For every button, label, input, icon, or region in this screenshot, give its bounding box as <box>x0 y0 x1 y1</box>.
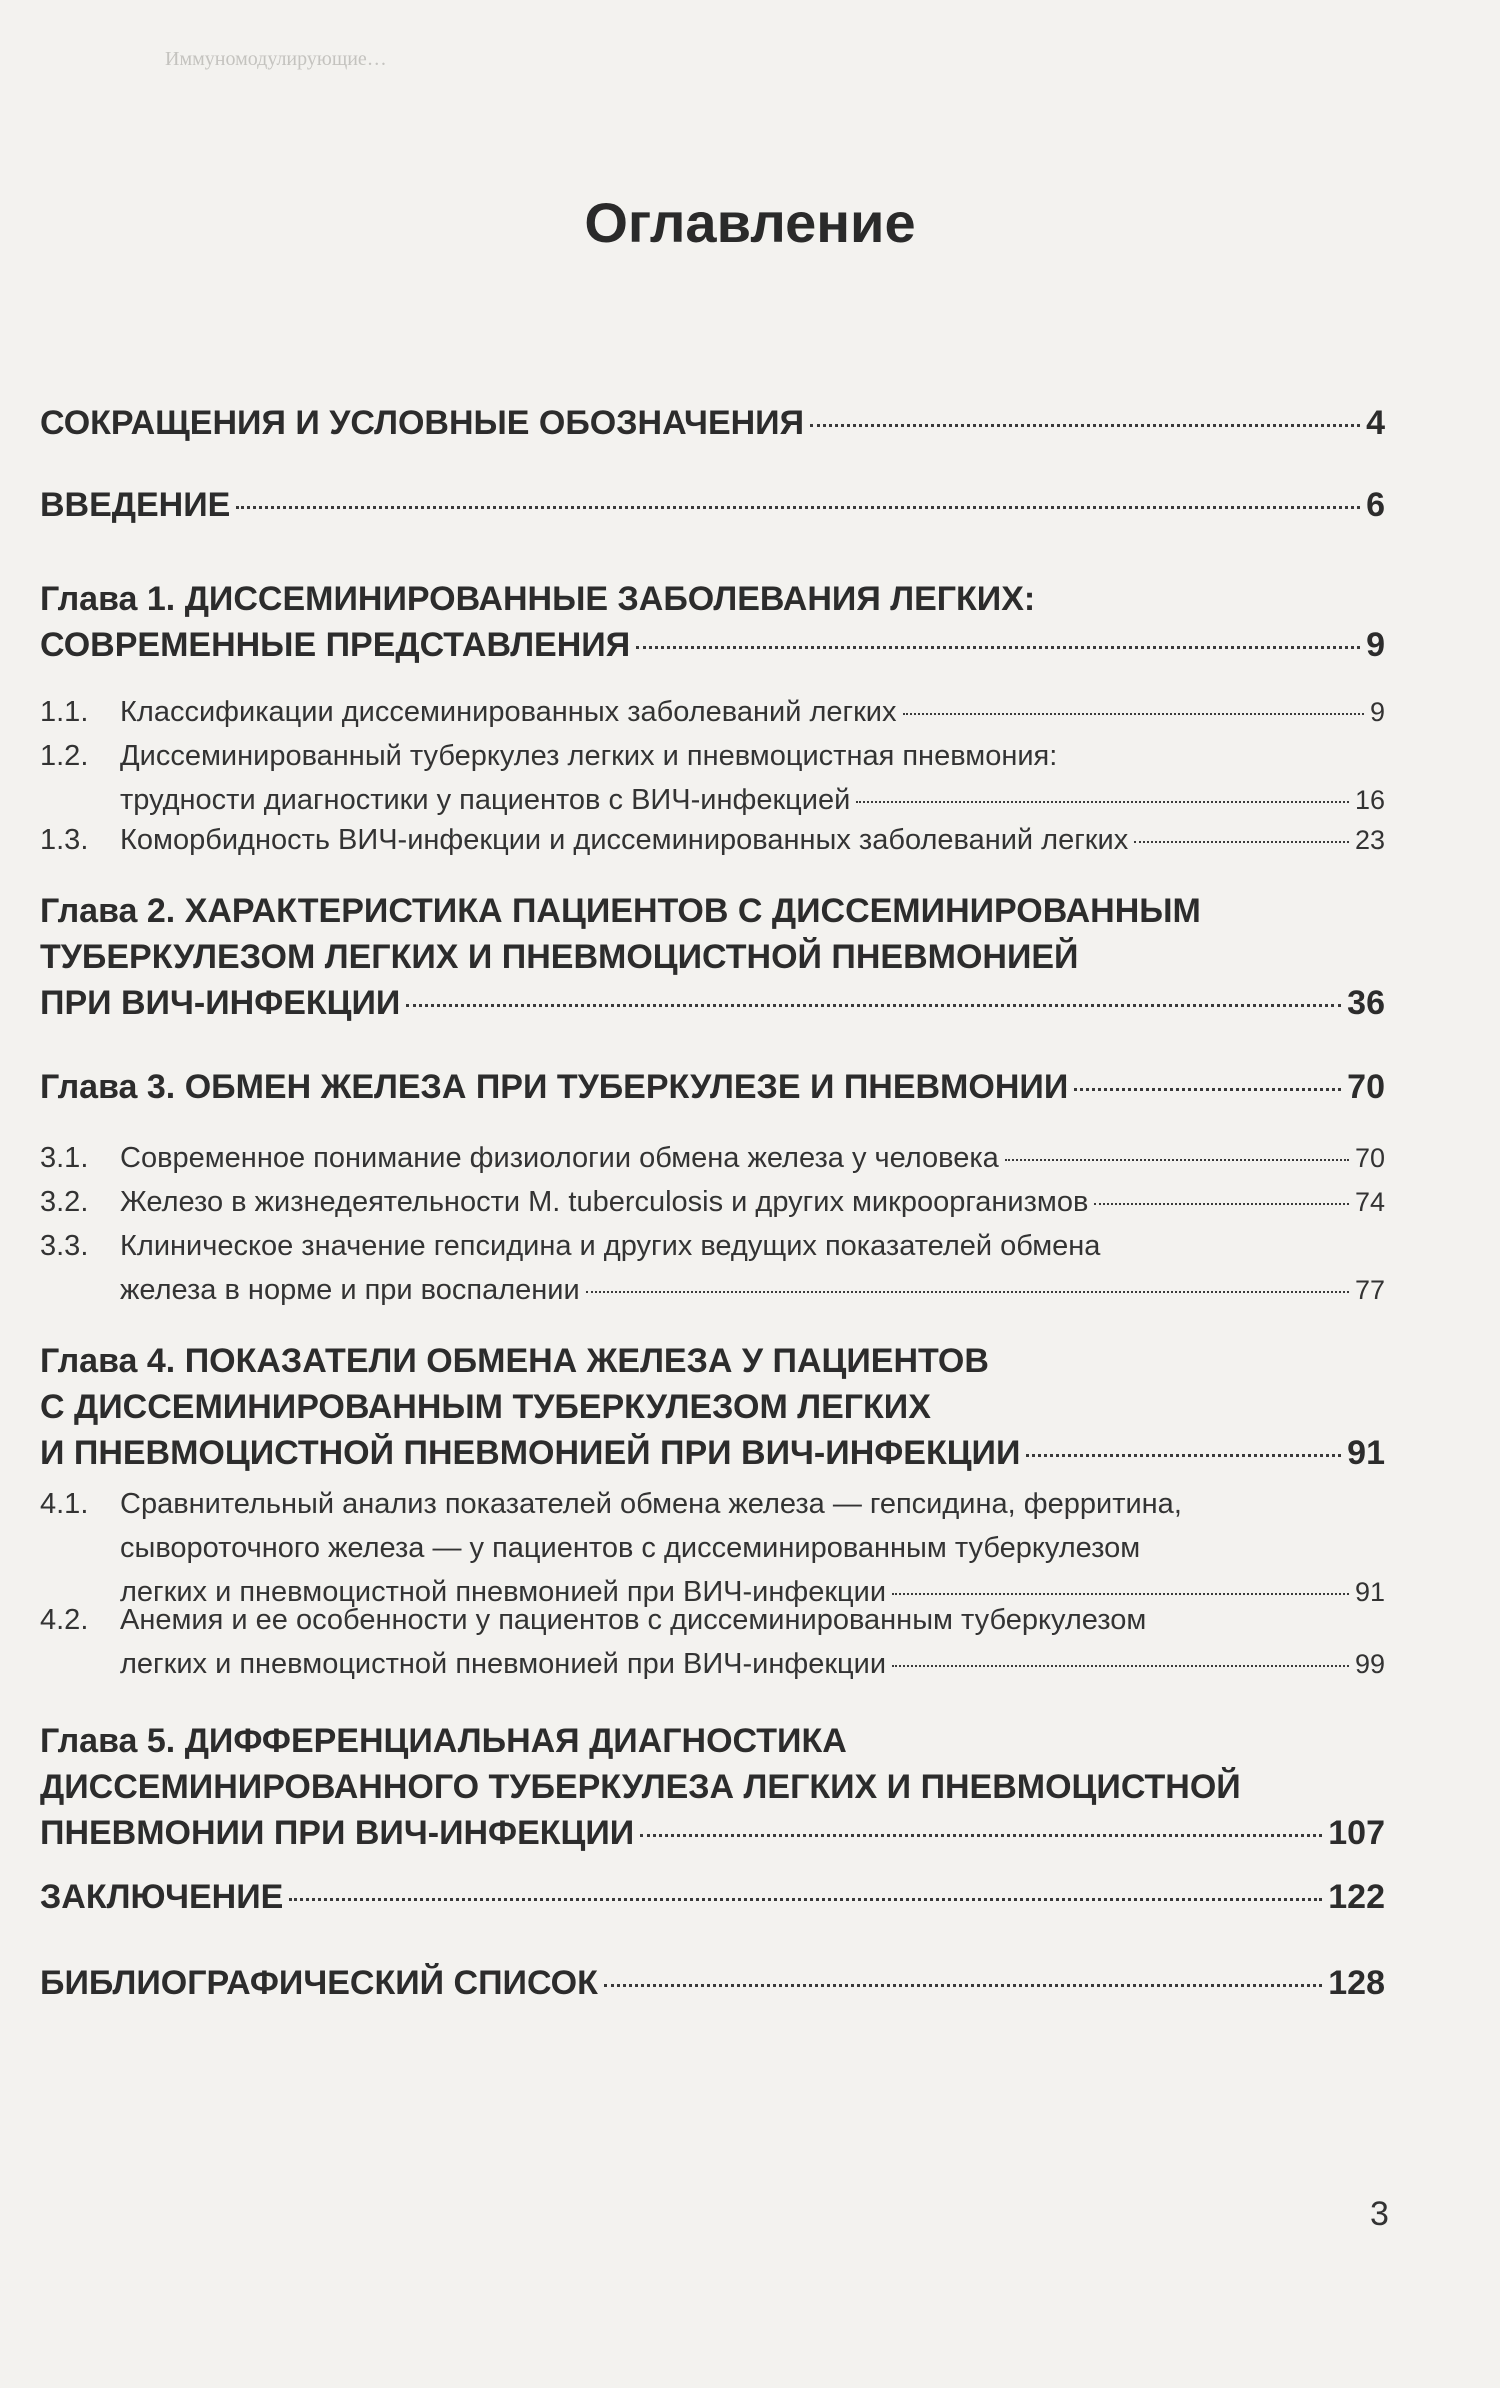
dot-leader <box>1074 1088 1341 1091</box>
toc-entry-title: ПРИ ВИЧ-ИНФЕКЦИИ <box>40 984 401 1022</box>
toc-page-number: 16 <box>1354 785 1385 815</box>
toc-entry-line: Диссеминированный туберкулез легких и пневмоцистная пневмония: <box>120 740 1058 772</box>
toc-page-number: 77 <box>1354 1275 1385 1305</box>
toc-entry-title: железа в норме и при воспалении <box>120 1274 580 1306</box>
toc-entry-line: Глава 5. ДИФФЕРЕНЦИАЛЬНАЯ ДИАГНОСТИКА <box>40 1722 847 1760</box>
toc-entry-title: Классификации диссеминированных заболеваний легких <box>120 696 897 728</box>
toc-entry-title: легких и пневмоцистной пневмонией при ВИЧ-инфекции <box>120 1648 887 1680</box>
dot-leader <box>903 713 1364 715</box>
toc-entry-line: сывороточного железа — у пациентов с диссеминированным туберкулезом <box>120 1532 1141 1564</box>
toc-section-number: 3.1. <box>40 1142 89 1174</box>
toc-page-number: 4 <box>1366 404 1385 442</box>
toc-section-number: 4.1. <box>40 1488 89 1520</box>
toc-chapter-entry[interactable] <box>40 482 1385 528</box>
toc-entry-line: Глава 1. ДИССЕМИНИРОВАННЫЕ ЗАБОЛЕВАНИЯ ЛЕГКИХ: <box>40 580 1036 618</box>
toc-page-number: 70 <box>1347 1068 1385 1106</box>
dot-leader <box>810 424 1360 427</box>
toc-chapter-entry[interactable] <box>40 888 1385 1026</box>
toc-entry-title: И ПНЕВМОЦИСТНОЙ ПНЕВМОНИЕЙ ПРИ ВИЧ-ИНФЕКЦИИ <box>40 1434 1021 1472</box>
toc-entry-title: легких и пневмоцистной пневмонией при ВИЧ-инфекции <box>120 1576 887 1608</box>
toc-section-entry[interactable] <box>40 1180 1385 1224</box>
toc-section-number: 4.2. <box>40 1604 89 1636</box>
toc-entry-title: СОВРЕМЕННЫЕ ПРЕДСТАВЛЕНИЯ <box>40 626 631 664</box>
toc-entry-line: Клиническое значение гепсидина и других ведущих показателей обмена <box>120 1230 1101 1262</box>
toc-section-number: 3.2. <box>40 1186 89 1218</box>
dot-leader <box>636 646 1360 649</box>
toc-page-number: 91 <box>1354 1577 1385 1607</box>
toc-entry-title: ЗАКЛЮЧЕНИЕ <box>40 1878 284 1916</box>
toc-entry-line: Глава 4. ПОКАЗАТЕЛИ ОБМЕНА ЖЕЛЕЗА У ПАЦИЕНТОВ <box>40 1342 989 1380</box>
toc-chapter-entry[interactable] <box>40 576 1385 668</box>
toc-page-number: 9 <box>1366 626 1385 664</box>
dot-leader <box>604 1984 1322 1987</box>
toc-section-number: 1.2. <box>40 740 89 772</box>
toc-entry-title: БИБЛИОГРАФИЧЕСКИЙ СПИСОК <box>40 1964 598 2002</box>
toc-entry-title: Коморбидность ВИЧ-инфекции и диссеминированных заболеваний легких <box>120 824 1129 856</box>
dot-leader <box>1005 1159 1349 1161</box>
toc-page-number: 74 <box>1354 1187 1385 1217</box>
toc-page-number: 99 <box>1354 1649 1385 1679</box>
toc-section-entry[interactable] <box>40 1482 1385 1614</box>
toc-section-number: 1.1. <box>40 696 89 728</box>
dot-leader <box>586 1291 1349 1293</box>
toc-page-number: 122 <box>1328 1878 1385 1916</box>
dot-leader <box>892 1593 1349 1595</box>
toc-section-entry[interactable] <box>40 734 1385 822</box>
toc-chapter-entry[interactable] <box>40 1874 1385 1920</box>
toc-entry-title: Современное понимание физиологии обмена железа у человека <box>120 1142 999 1174</box>
toc-chapter-entry[interactable] <box>40 1960 1385 2006</box>
toc-entry-title: ПНЕВМОНИИ ПРИ ВИЧ-ИНФЕКЦИИ <box>40 1814 635 1852</box>
dot-leader <box>1026 1454 1341 1457</box>
toc-page-number: 9 <box>1369 697 1385 727</box>
toc-page-number: 23 <box>1354 825 1385 855</box>
toc-section-entry[interactable] <box>40 1224 1385 1312</box>
dot-leader <box>289 1898 1322 1901</box>
toc-entry-title: СОКРАЩЕНИЯ И УСЛОВНЫЕ ОБОЗНАЧЕНИЯ <box>40 404 805 442</box>
toc-section-entry[interactable] <box>40 1598 1385 1686</box>
toc-section-number: 3.3. <box>40 1230 89 1262</box>
toc-page-number: 91 <box>1347 1434 1385 1472</box>
dot-leader <box>640 1834 1322 1837</box>
toc-chapter-entry[interactable] <box>40 1718 1385 1856</box>
toc-section-entry[interactable] <box>40 1136 1385 1180</box>
toc-page-number: 128 <box>1328 1964 1385 2002</box>
dot-leader <box>1134 841 1349 843</box>
toc-entry-title: Железо в жизнедеятельности M. tuberculosis и других микроорганизмов <box>120 1186 1089 1218</box>
toc-entry-line: Анемия и ее особенности у пациентов с диссеминированным туберкулезом <box>120 1604 1147 1636</box>
dot-leader <box>1094 1203 1349 1205</box>
dot-leader <box>892 1665 1349 1667</box>
dot-leader <box>406 1004 1341 1007</box>
page-title: Оглавление <box>584 191 916 254</box>
dot-leader <box>236 506 1360 509</box>
toc-entry-line: Глава 2. ХАРАКТЕРИСТИКА ПАЦИЕНТОВ С ДИССЕМИНИРОВАННЫМ <box>40 892 1201 930</box>
toc-entry-line: Сравнительный анализ показателей обмена железа — гепсидина, ферритина, <box>120 1488 1182 1520</box>
toc-entry-line: ДИССЕМИНИРОВАННОГО ТУБЕРКУЛЕЗА ЛЕГКИХ И ПНЕВМОЦИСТНОЙ <box>40 1768 1241 1806</box>
running-head: Иммуномодулирующие… <box>165 48 387 70</box>
toc-entry-title: трудности диагностики у пациентов с ВИЧ-инфекцией <box>120 784 851 816</box>
toc-page-number: 70 <box>1354 1143 1385 1173</box>
toc-section-entry[interactable] <box>40 690 1385 734</box>
toc-section-number: 1.3. <box>40 824 89 856</box>
toc-chapter-entry[interactable] <box>40 400 1385 446</box>
page-number: 3 <box>1370 2195 1389 2233</box>
toc-entry-title: ВВЕДЕНИЕ <box>40 486 231 524</box>
toc-page-number: 36 <box>1347 984 1385 1022</box>
toc-section-entry[interactable] <box>40 818 1385 862</box>
toc-entry-line: С ДИССЕМИНИРОВАННЫМ ТУБЕРКУЛЕЗОМ ЛЕГКИХ <box>40 1388 931 1426</box>
toc-chapter-entry[interactable] <box>40 1064 1385 1110</box>
toc-entry-line: ТУБЕРКУЛЕЗОМ ЛЕГКИХ И ПНЕВМОЦИСТНОЙ ПНЕВМОНИЕЙ <box>40 938 1079 976</box>
toc-page-number: 6 <box>1366 486 1385 524</box>
toc-chapter-entry[interactable] <box>40 1338 1385 1476</box>
toc-page-number: 107 <box>1328 1814 1385 1852</box>
dot-leader <box>856 801 1349 803</box>
toc-entry-title: Глава 3. ОБМЕН ЖЕЛЕЗА ПРИ ТУБЕРКУЛЕЗЕ И ПНЕВМОНИИ <box>40 1068 1069 1106</box>
